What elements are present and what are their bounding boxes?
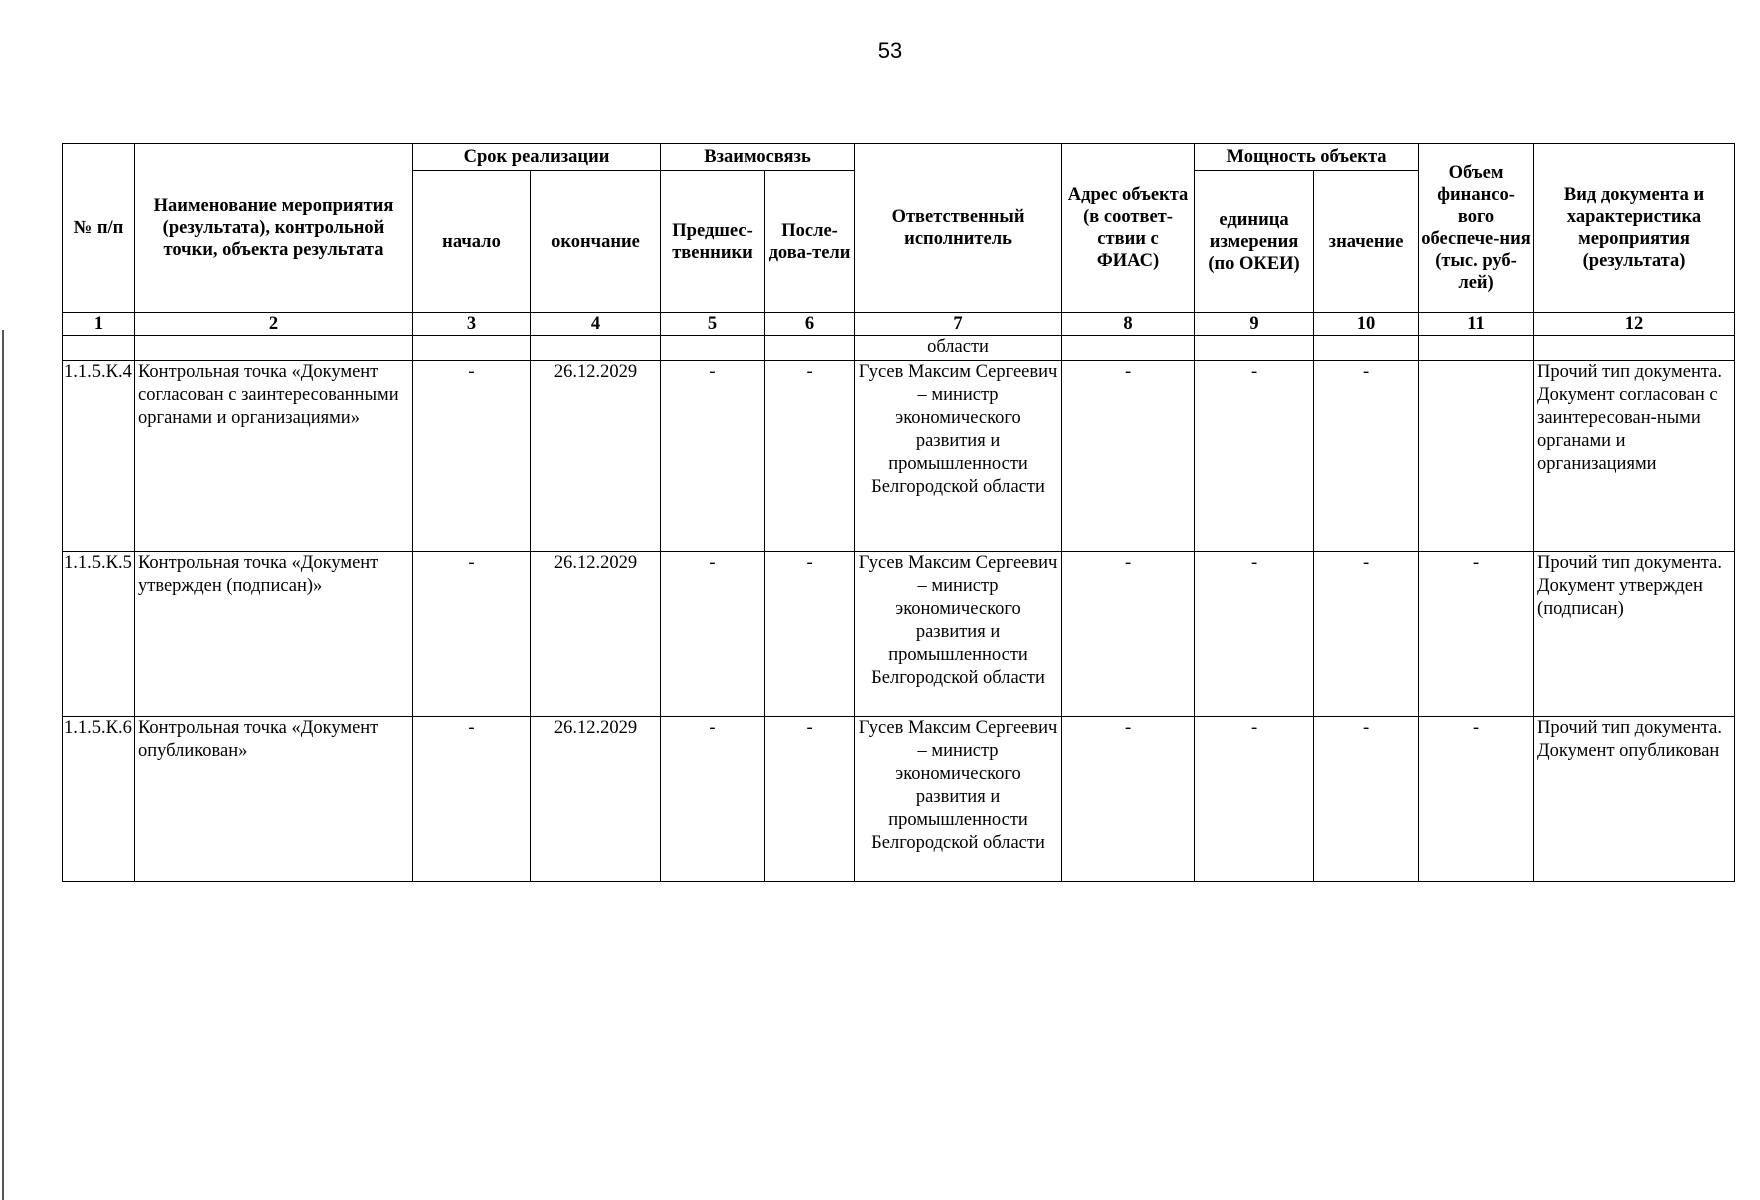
row-predecessors: -: [661, 717, 765, 882]
column-number: 10: [1314, 313, 1419, 336]
row-name: Контрольная точка «Документ утвержден (подписан)»: [135, 552, 413, 717]
row-number: 1.1.5.К.6: [63, 717, 135, 882]
column-number: 9: [1195, 313, 1314, 336]
column-number: 7: [855, 313, 1062, 336]
header-col-finance: Объем финансо-вого обеспече-ния (тыс. руб-лей): [1419, 144, 1534, 313]
header-row-1: [63, 144, 1735, 171]
table-row: [63, 717, 1735, 882]
row-address: -: [1062, 552, 1195, 717]
row-end: 26.12.2029: [531, 717, 661, 882]
header-col-successors: После-дова-тели: [765, 171, 855, 313]
row-responsible: Гусев Максим Сергеевич – министр экономического развития и промышленности Белгородской области: [855, 361, 1062, 552]
header-group-link: Взаимосвязь: [661, 144, 855, 171]
continuation-row: [63, 336, 1735, 361]
header-col-doc: Вид документа и характеристика мероприятия (результата): [1534, 144, 1735, 313]
row-address: -: [1062, 361, 1195, 552]
column-number: 12: [1534, 313, 1735, 336]
row-name: Контрольная точка «Документ опубликован»: [135, 717, 413, 882]
header-col-num: № п/п: [63, 144, 135, 313]
header-col-start: начало: [413, 171, 531, 313]
header-col-end: окончание: [531, 171, 661, 313]
column-number: 1: [63, 313, 135, 336]
header-col-unit: единица измерения (по ОКЕИ): [1195, 171, 1314, 313]
header-col-address: Адрес объекта (в соответ-ствии с ФИАС): [1062, 144, 1195, 313]
column-number: 4: [531, 313, 661, 336]
row-successors: -: [765, 717, 855, 882]
header-col-value: значение: [1314, 171, 1419, 313]
row-doc: Прочий тип документа. Документ согласован с заинтересован-ными органами и организациями: [1534, 361, 1735, 552]
row-name: Контрольная точка «Документ согласован с заинтересованными органами и организациями»: [135, 361, 413, 552]
row-start: -: [413, 552, 531, 717]
row-successors: -: [765, 361, 855, 552]
row-number: 1.1.5.К.5: [63, 552, 135, 717]
row-value: -: [1314, 552, 1419, 717]
column-number: 11: [1419, 313, 1534, 336]
row-end: 26.12.2029: [531, 361, 661, 552]
scan-edge-line: [2, 330, 4, 1200]
row-unit: -: [1195, 361, 1314, 552]
table-row: [63, 361, 1735, 552]
header-group-power: Мощность объекта: [1195, 144, 1419, 171]
header-col-predecessors: Предшес-твенники: [661, 171, 765, 313]
row-finance: [1419, 361, 1534, 552]
column-number: 5: [661, 313, 765, 336]
column-number: 2: [135, 313, 413, 336]
row-unit: -: [1195, 717, 1314, 882]
row-responsible: Гусев Максим Сергеевич – министр экономического развития и промышленности Белгородской области: [855, 552, 1062, 717]
table-row: [63, 552, 1735, 717]
continuation-responsible: области: [855, 336, 1062, 361]
plan-table: [62, 143, 1735, 882]
row-value: -: [1314, 717, 1419, 882]
row-address: -: [1062, 717, 1195, 882]
row-responsible: Гусев Максим Сергеевич – министр экономического развития и промышленности Белгородской области: [855, 717, 1062, 882]
row-doc: Прочий тип документа. Документ опубликован: [1534, 717, 1735, 882]
column-number: 3: [413, 313, 531, 336]
header-col-name: Наименование мероприятия (результата), контрольной точки, объекта результата: [135, 144, 413, 313]
row-start: -: [413, 361, 531, 552]
row-finance: -: [1419, 552, 1534, 717]
page-number: 53: [877, 38, 903, 63]
row-value: -: [1314, 361, 1419, 552]
row-predecessors: -: [661, 361, 765, 552]
row-doc: Прочий тип документа. Документ утвержден (подписан): [1534, 552, 1735, 717]
row-end: 26.12.2029: [531, 552, 661, 717]
row-predecessors: -: [661, 552, 765, 717]
row-successors: -: [765, 552, 855, 717]
header-col-responsible: Ответственный исполнитель: [855, 144, 1062, 313]
column-number: 8: [1062, 313, 1195, 336]
row-finance: -: [1419, 717, 1534, 882]
row-unit: -: [1195, 552, 1314, 717]
header-group-term: Срок реализации: [413, 144, 661, 171]
row-start: -: [413, 717, 531, 882]
row-number: 1.1.5.К.4: [63, 361, 135, 552]
column-number-row: [63, 313, 1735, 336]
column-number: 6: [765, 313, 855, 336]
